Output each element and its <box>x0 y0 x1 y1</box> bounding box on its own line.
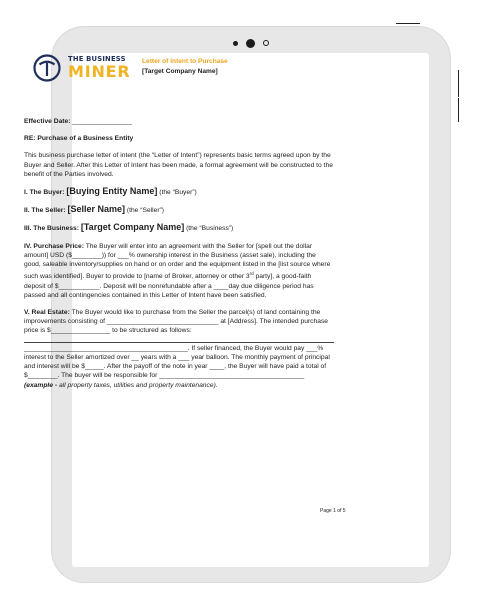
effective-date-label: Effective Date: <box>24 118 71 125</box>
frame-line-right-1 <box>458 70 459 97</box>
pickaxe-logo-icon <box>32 53 62 83</box>
business-suffix: (the “Business”) <box>184 225 234 233</box>
buyer-label: I. The Buyer: <box>24 189 65 197</box>
effective-date-line <box>24 117 334 126</box>
financing-text: ____________________________________________. If seller financed, the Buyer would pay ___% interest to the Seller amortized over __ years with a ___ year balloon. The monthly payment of principal and interest will be $_____. After the payoff of the note in year ____, the Buyer will have paid a total of $________. The buyer will be responsible for _______________________________________ <box>24 344 330 380</box>
frame-line-right-2 <box>458 98 459 122</box>
letter-body <box>24 117 334 398</box>
buyer-value: [Buying Entity Name] <box>66 186 158 197</box>
real-estate-label: V. Real Estate: <box>24 309 70 317</box>
brand-main-text: MINER <box>68 61 131 81</box>
brand-top-text: THE BUSINESS <box>68 55 126 64</box>
section-purchase-price <box>24 242 334 300</box>
document-title-block <box>142 57 228 77</box>
purchase-price-label: IV. Purchase Price: <box>24 242 84 250</box>
camera-bar <box>52 38 450 48</box>
frame-line-top <box>396 23 420 24</box>
section-business <box>24 223 334 233</box>
financing-example: (example - <box>24 381 58 389</box>
buyer-suffix: (the “Buyer”) <box>157 189 197 197</box>
effective-date-blank: ________________ <box>70 118 132 125</box>
real-estate-text: The Buyer would like to purchase from the Seller the parcel(s) of land containing the improvements consisting of ______________________________ at [Address]. The intended purchase price is $________________ to be structured as follows: <box>24 309 329 335</box>
brand-wordmark <box>68 56 131 80</box>
camera-icon <box>246 39 255 48</box>
structure-blank-rule <box>24 342 334 343</box>
seller-label: II. The Seller: <box>24 207 66 215</box>
seller-value: [Seller Name] <box>67 204 126 215</box>
financing-example-rest: all property taxes, utilities and property maintenance). <box>58 381 218 389</box>
purchase-price-superscript: rd <box>249 271 254 277</box>
sensor-dot-icon <box>233 41 238 46</box>
target-company-placeholder: [Target Company Name] <box>142 68 218 75</box>
page-number: Page 1 of 5 <box>320 508 346 514</box>
section-real-estate <box>24 308 334 336</box>
sensor-ring-icon <box>263 40 269 46</box>
document-title: Letter of Intent to Purchase <box>142 58 228 65</box>
re-line: RE: Purchase of a Business Entity <box>24 135 134 143</box>
intro-paragraph: This business purchase letter of intent (the “Letter of Intent”) represents basic terms agreed upon by the Buyer and Seller. After this Letter of Intent has been made, a formal agreement will be constructed to the benefit of the Parties involved. <box>24 152 333 178</box>
section-seller <box>24 205 334 215</box>
purchase-price-text-b: party], a good-faith deposit of $___________. Deposit will be nonrefundable after a ____day due diligence period has passed and all contingencies contained in this Letter of Intent have been satisfied. <box>24 273 314 299</box>
business-label: III. The Business: <box>24 225 79 233</box>
seller-suffix: (the “Seller”) <box>125 207 165 215</box>
section-buyer <box>24 187 334 197</box>
purchase-price-text-a: The Buyer will enter into an agreement with the Seller for [spell out the dollar amount] USD ($________)) for ___% ownership interest in the Business (asset sale), including the good, saleable inventory/supplies on hand or on order and the equipment listed in the [list source where such was identified]. Buyer to provide to [name of Broker, attorney or other 3 <box>24 242 331 281</box>
financing-paragraph <box>24 344 334 390</box>
business-value: [Target Company Name] <box>80 222 185 233</box>
brand-header <box>32 52 131 84</box>
